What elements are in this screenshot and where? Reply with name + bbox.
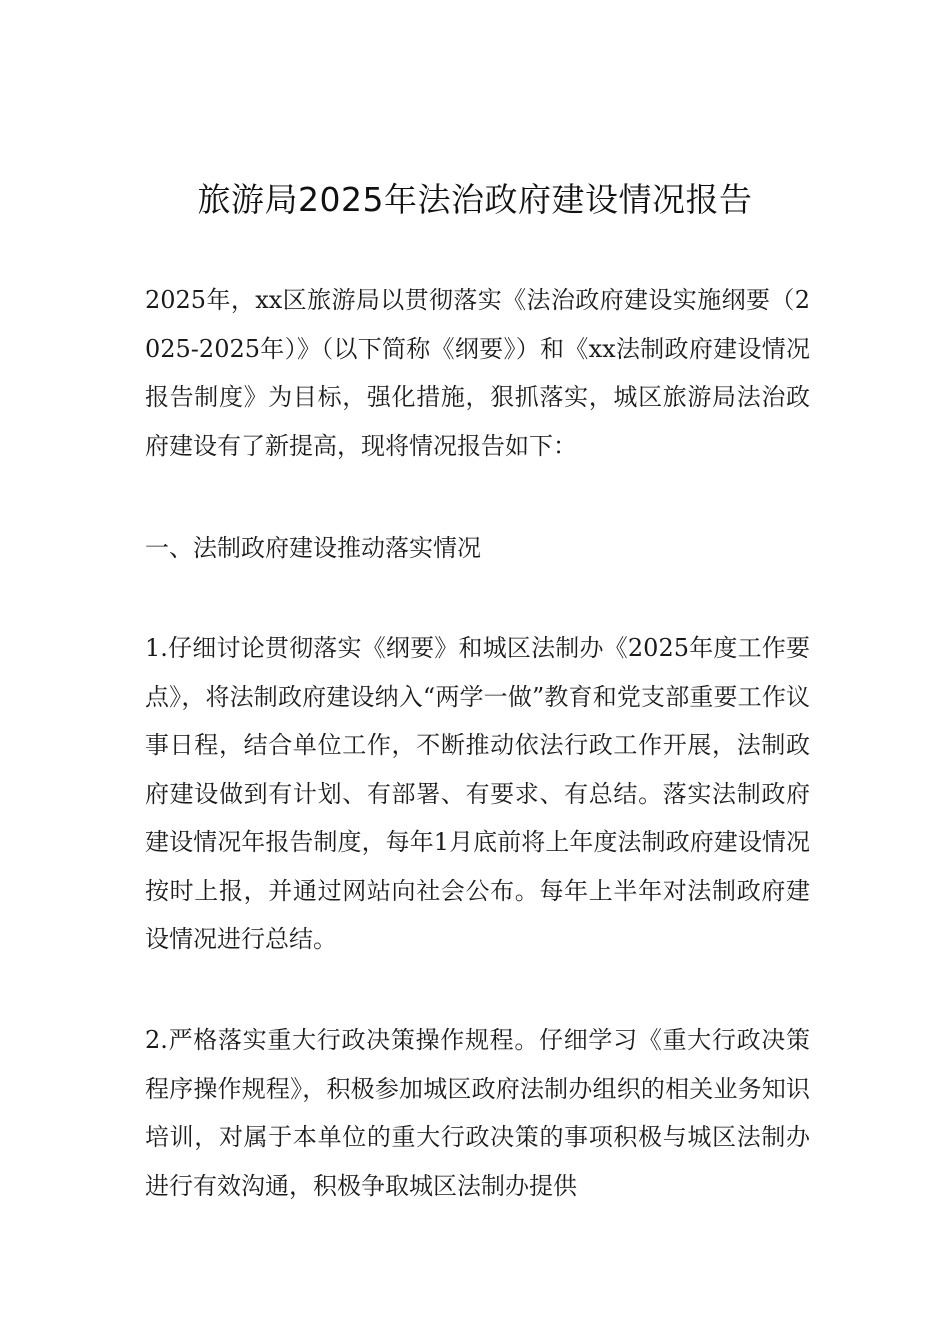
item-two-paragraph: 2.严格落实重大行政决策操作规程。仔细学习《重大行政决策程序操作规程》，积极参加城区政府法制办组织的相关业务知识培训，对属于本单位的重大行政决策的事项积极与城区法制办进行有效沟通，积极争取城区法制办提供 [145, 1026, 810, 1200]
document-title: 旅游局2025年法治政府建设情况报告 [197, 180, 753, 219]
item-one-paragraph: 1.仔细讨论贯彻落实《纲要》和城区法制办《2025年度工作要点》，将法制政府建设纳入“两学一做”教育和党支部重要工作议事日程，结合单位工作，不断推动依法行政工作开展，法制政府建设做到有计划、有部署、有要求、有总结。落实法制政府建设情况年报告制度，每年1月底前将上年度法制政府建设情况按时上报，并通过网站向社会公布。每年上半年对法制政府建设情况进行总结。 [145, 634, 810, 953]
intro-paragraph: 2025年，xx区旅游局以贯彻落实《法治政府建设实施纲要（2025-2025年）》（以下简称《纲要》）和《xx法制政府建设情况报告制度》为目标，强化措施，狠抓落实，城区旅游局法治政府建设有了新提高，现将情况报告如下： [145, 286, 810, 460]
section-one-heading: 一、法制政府建设推动落实情况 [145, 534, 481, 562]
